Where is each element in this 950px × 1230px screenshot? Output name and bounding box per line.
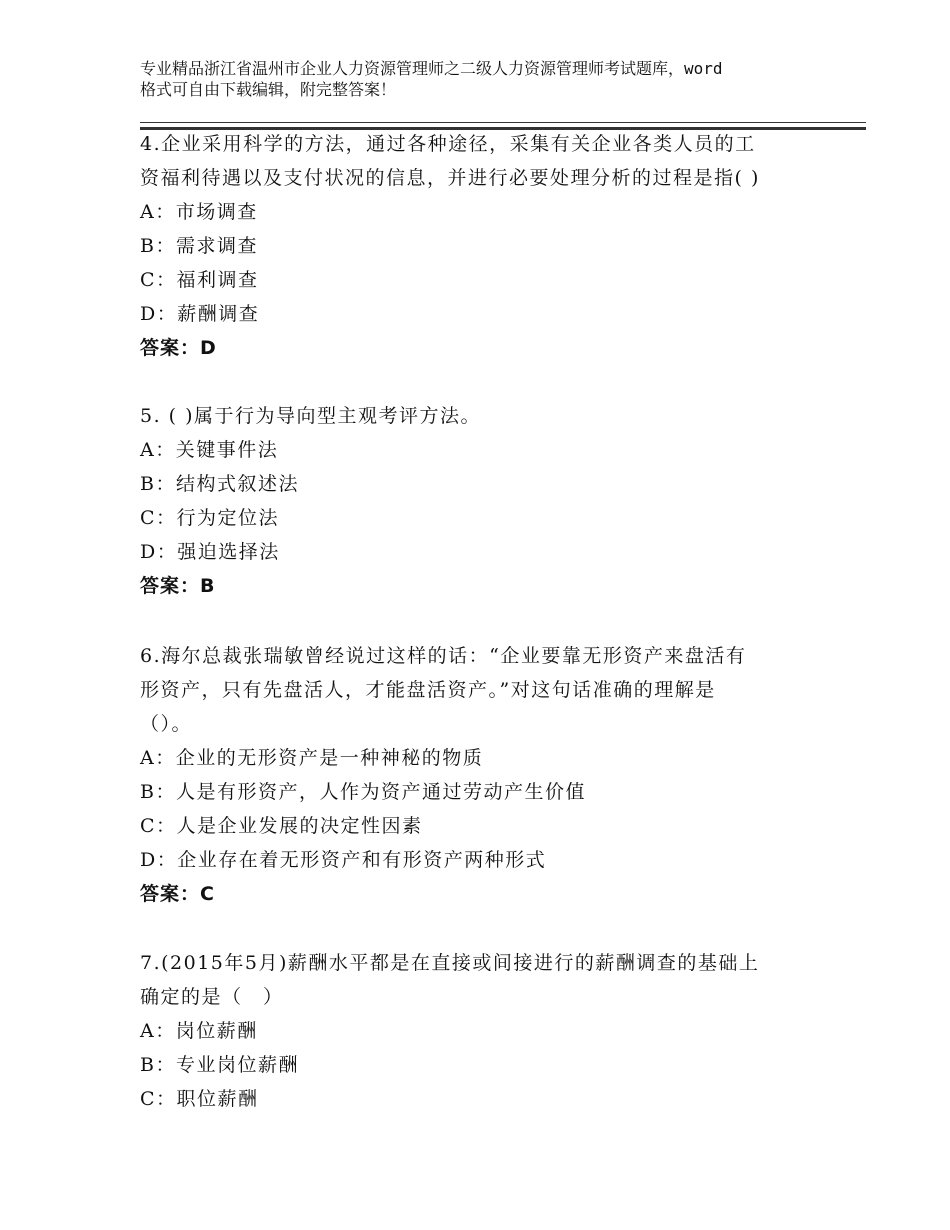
header-line-1: 专业精品浙江省温州市企业人力资源管理师之二级人力资源管理师考试题库，word [140,59,723,78]
option-d: D：强迫选择法 [140,541,280,563]
question-7 [140,946,820,1116]
option-c: C：人是企业发展的决定性因素 [140,815,423,837]
option-b: B：结构式叙述法 [140,473,299,495]
question-stem-line: 4.企业采用科学的方法，通过各种途径，采集有关企业各类人员的工 [140,133,756,155]
option-b: B：专业岗位薪酬 [140,1054,299,1076]
option-c: C：职位薪酬 [140,1088,259,1110]
question-5 [140,399,820,603]
answer-line: 答案：C [140,883,215,905]
option-a: A：企业的无形资产是一种神秘的物质 [140,747,484,769]
question-stem-line: 形资产，只有先盘活人，才能盘活资产。”对这句话准确的理解是 [140,679,716,701]
option-d: D：企业存在着无形资产和有形资产两种形式 [140,849,547,871]
option-a: A：岗位薪酬 [140,1020,258,1042]
answer-line: 答案：D [140,337,217,359]
option-a: A：市场调查 [140,201,258,223]
header-line-2: 格式可自由下载编辑，附完整答案！ [140,80,397,99]
option-c: C：福利调查 [140,269,259,291]
option-b: B：需求调查 [140,235,258,257]
question-6 [140,639,820,911]
answer-line: 答案：B [140,575,216,597]
question-stem-line: （）。 [140,713,193,735]
question-stem-line: 确定的是（ ） [140,986,284,1008]
question-stem-line: 5. ( )属于行为导向型主观考评方法。 [140,405,482,427]
option-a: A：关键事件法 [140,439,279,461]
question-stem-line: 6.海尔总裁张瑞敏曾经说过这样的话：“企业要靠无形资产来盘活有 [140,645,747,667]
option-c: C：行为定位法 [140,507,280,529]
question-4 [140,127,820,365]
question-stem-line: 7.(2015年5月)薪酬水平都是在直接或间接进行的薪酬调查的基础上 [140,952,760,974]
option-d: D：薪酬调查 [140,303,260,325]
document-header [140,58,840,100]
question-stem-line: 资福利待遇以及支付状况的信息，并进行必要处理分析的过程是指( ) [140,167,760,189]
header-rule-thin [140,122,866,123]
option-b: B：人是有形资产，人作为资产通过劳动产生价值 [140,781,586,803]
